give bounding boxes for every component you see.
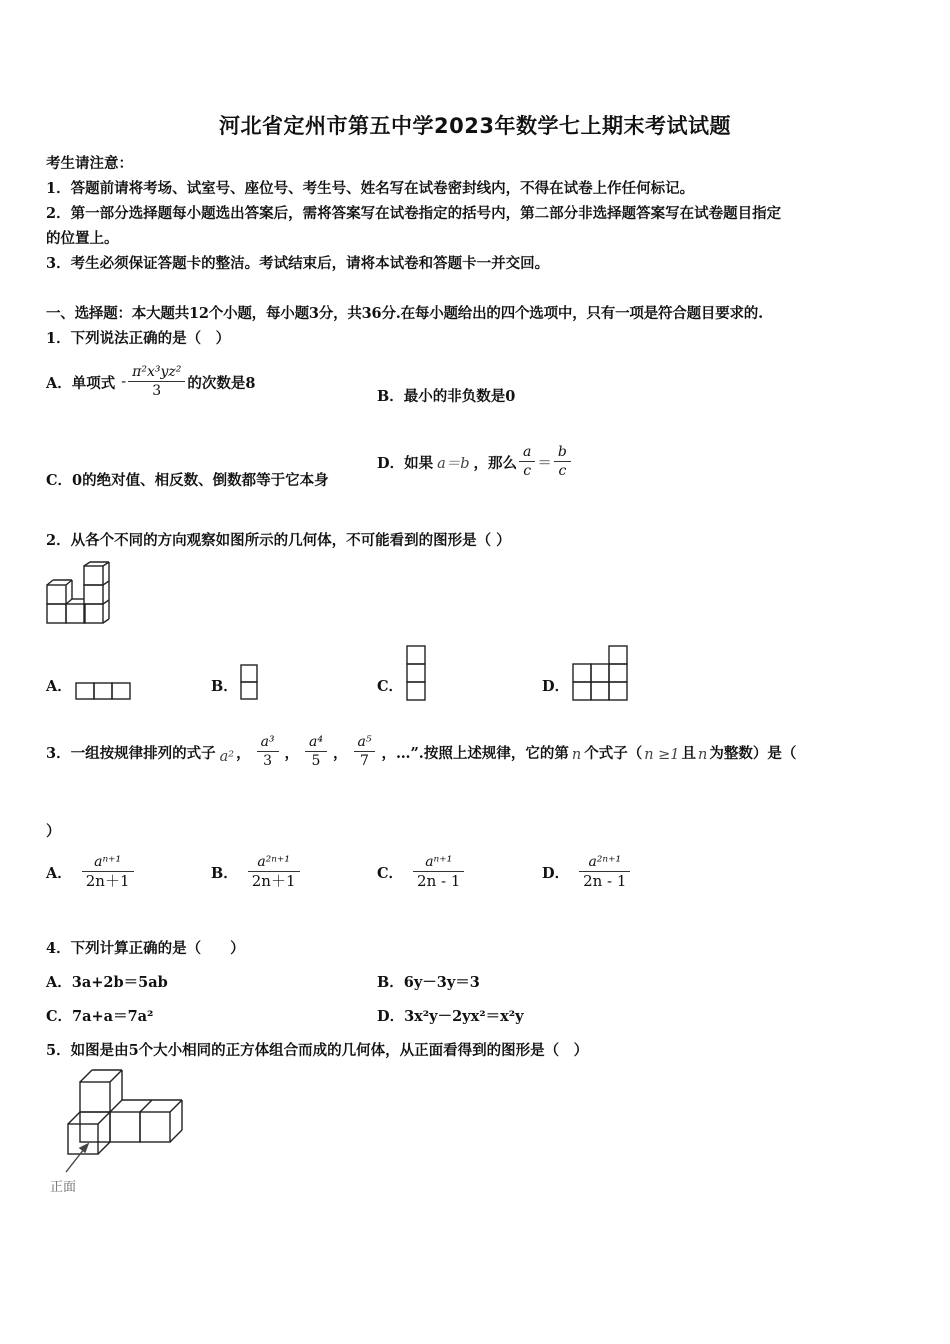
q3-term-3-num: a⁴ bbox=[305, 734, 327, 752]
q1-option-d[interactable] bbox=[377, 444, 573, 480]
q2-stem: 2．从各个不同的方向观察如图所示的几何体，不可能看到的图形是（ ） bbox=[46, 532, 511, 549]
q3-option-c[interactable] bbox=[377, 854, 466, 890]
q1-a-fraction bbox=[128, 364, 185, 400]
q3-term-2-num: a³ bbox=[257, 734, 279, 752]
q2-a-figure bbox=[76, 683, 132, 701]
q3-d-num: a²ⁿ⁺¹ bbox=[579, 854, 630, 872]
q2-option-c[interactable]: C． bbox=[377, 678, 404, 695]
q4-option-a[interactable]: A．3a+2b＝5ab bbox=[46, 974, 168, 991]
q3-b-label: B． bbox=[211, 864, 238, 882]
q1-a-label: A．单项式 bbox=[46, 374, 116, 392]
q3-b-den: 2n＋1 bbox=[251, 872, 296, 890]
q3-a-num: aⁿ⁺¹ bbox=[82, 854, 134, 872]
q1-a-text: 的次数是8 bbox=[187, 374, 256, 392]
q3-stem-mid: ，…”.按照上述规律，它的第 bbox=[381, 744, 569, 762]
q3-c-den: 2n - 1 bbox=[417, 872, 461, 890]
q5-front-label: 正面 bbox=[50, 1180, 77, 1195]
q3-d-label: D． bbox=[542, 864, 570, 882]
q3-d-den: 2n - 1 bbox=[583, 872, 627, 890]
q1-d-f2-num: b bbox=[554, 444, 571, 462]
q3-term-3 bbox=[305, 734, 327, 770]
q1-d-then: ，那么 bbox=[473, 454, 518, 472]
notice-heading: 考生请注意： bbox=[46, 155, 133, 172]
q3-n-2: n bbox=[698, 747, 708, 763]
q1-d-condition: a＝b bbox=[437, 455, 470, 472]
q4-option-b[interactable]: B．6y－3y＝3 bbox=[377, 974, 480, 991]
q3-c-label: C． bbox=[377, 864, 404, 882]
q4-option-c[interactable]: C．7a+a＝7a² bbox=[46, 1008, 154, 1025]
q3-c-fraction bbox=[413, 854, 464, 890]
q1-d-fraction-b bbox=[554, 444, 571, 480]
q1-a-denominator: 3 bbox=[152, 383, 162, 399]
q1-d-f2-den: c bbox=[558, 463, 567, 479]
notice-item-3: 3．考生必须保证答题卡的整洁。考试结束后，请将本试卷和答题卡一并交回。 bbox=[46, 255, 550, 272]
q1-d-f1-num: a bbox=[519, 444, 535, 462]
q1-d-f1-den: c bbox=[523, 463, 532, 479]
q3-sep-1: ， bbox=[236, 744, 251, 762]
q3-option-b[interactable] bbox=[211, 854, 302, 890]
q3-b-num: a²ⁿ⁺¹ bbox=[248, 854, 300, 872]
q2-d-figure bbox=[573, 646, 631, 702]
q3-stem-mid3: 且 bbox=[681, 744, 697, 762]
q3-term-2-den: 3 bbox=[263, 753, 272, 769]
notice-item-1: 1．答题前请将考场、试室号、座位号、考生号、姓名写在试卷密封线内，不得在试卷上作任何标记。 bbox=[46, 180, 695, 197]
q4-stem: 4．下列计算正确的是（ ） bbox=[46, 940, 245, 957]
q1-d-fraction-a bbox=[519, 444, 535, 480]
q1-d-label: D．如果 bbox=[377, 454, 434, 472]
q3-c-num: aⁿ⁺¹ bbox=[413, 854, 464, 872]
q3-stem bbox=[46, 734, 796, 770]
q5-stem: 5．如图是由5个大小相同的正方体组合而成的几何体，从正面看得到的图形是（ ） bbox=[46, 1042, 589, 1059]
q3-a-fraction bbox=[82, 854, 134, 890]
q3-term-1: a² bbox=[219, 749, 235, 765]
q3-term-4-den: 7 bbox=[360, 753, 369, 769]
q3-sep-3: ， bbox=[333, 744, 348, 762]
q2-option-b[interactable]: B． bbox=[211, 678, 238, 695]
q1-a-numerator: π²x³yz² bbox=[128, 364, 185, 382]
page-title: 河北省定州市第五中学2023年数学七上期末考试试题 bbox=[219, 114, 731, 138]
q3-option-a[interactable] bbox=[46, 854, 136, 890]
q1-a-minus: - bbox=[121, 374, 127, 390]
q2-b-figure bbox=[241, 665, 259, 701]
q3-term-4 bbox=[354, 734, 376, 770]
q3-option-d[interactable] bbox=[542, 854, 632, 890]
q3-condition: n ≥1 bbox=[644, 747, 680, 763]
q1-option-c[interactable]: C．0的绝对值、相反数、倒数都等于它本身 bbox=[46, 472, 329, 489]
q3-term-3-den: 5 bbox=[311, 753, 321, 769]
q3-term-4-num: a⁵ bbox=[354, 734, 376, 752]
q3-stem-pre: 3．一组按规律排列的式子 bbox=[46, 744, 216, 762]
notice-item-2: 2．第一部分选择题每小题选出答案后，需将答案写在试卷指定的括号内，第二部分非选择题答案写在试卷题目指定 bbox=[46, 205, 782, 222]
q1-stem: 1．下列说法正确的是（ ） bbox=[46, 330, 231, 347]
q3-stem-mid2: 个式子（ bbox=[584, 744, 643, 762]
q2-solid-figure bbox=[46, 562, 112, 626]
q3-n: n bbox=[571, 747, 582, 763]
q1-d-equals: ＝ bbox=[537, 455, 552, 472]
notice-item-2-cont: 的位置上。 bbox=[46, 230, 119, 247]
q2-option-d[interactable]: D． bbox=[542, 678, 570, 695]
q3-stem-end: 为整数）是（ bbox=[709, 744, 797, 762]
q3-sep-2: ， bbox=[284, 744, 300, 762]
q1-option-a[interactable] bbox=[46, 364, 255, 400]
q2-option-a[interactable]: A． bbox=[46, 678, 72, 695]
q1-option-b[interactable]: B．最小的非负数是0 bbox=[377, 388, 516, 405]
section-heading: 一、选择题：本大题共12个小题，每小题3分，共36分.在每小题给出的四个选项中，只有一项是符合题目要求的. bbox=[46, 305, 763, 322]
q3-b-fraction bbox=[248, 854, 300, 890]
q3-d-fraction bbox=[579, 854, 630, 890]
q3-close-paren: ） bbox=[46, 823, 61, 840]
q3-a-label: A． bbox=[46, 864, 72, 882]
q3-term-2 bbox=[257, 734, 279, 770]
q4-option-d[interactable]: D．3x²y－2yx²＝x²y bbox=[377, 1008, 524, 1025]
q3-a-den: 2n＋1 bbox=[85, 872, 130, 890]
q2-c-figure bbox=[407, 646, 427, 702]
